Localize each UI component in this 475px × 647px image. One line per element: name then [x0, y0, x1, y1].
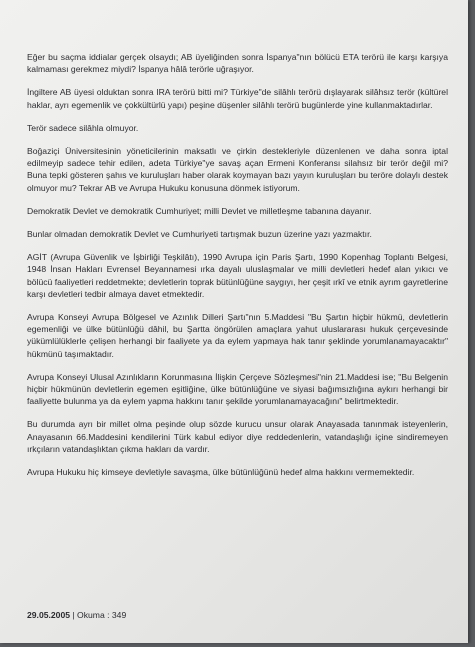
paragraph-7: AGİT (Avrupa Güvenlik ve İşbirliği Teşkilâtı), 1990 Avrupa için Paris Şartı, 1990 Kopenhag Toplantı Belgesi, 1948 İnsan Hakları Evrensel Beyannamesi ırka dayalı uluslaşmalar ve milli devletleri hedef alan yıkıcı ve bölücü faaliyetleri reddetmekte; devletlerin toprak bütünlüğüne saygıyı, her çeşit ırkî ve etnik ayrım gayretlerine karşı devletleri tedbir almaya davet etmektedir.	[27, 252, 448, 299]
paragraph-8: Avrupa Konseyi Avrupa Bölgesel ve Azınlık Dilleri Şartı"nın 5.Maddesi "Bu Şartın hiçbir hükmü, devletlerin egemenliği ve ülke bütünlüğü dâhil, bu Şartta öngörülen amaçlara yahut uluslararası hukuk çerçevesinde yükümlülüklerle çelişen herhangi bir faaliyete ya da eylem yapmaya hak tanır şeklinde yorumlanamayacaktır" hükmünü taşımaktadır.	[27, 312, 448, 359]
footer-separator: |	[70, 610, 78, 620]
paragraph-11: Avrupa Hukuku hiç kimseye devletiyle savaşma, ülke bütünlüğünü hedef alma hakkını vermemektedir.	[27, 467, 415, 478]
view-count: Okuma : 349	[77, 610, 127, 620]
paragraph-4: Boğaziçi Üniversitesinin yöneticilerinin maksatlı ve çirkin destekleriyle düzenlenen ve daha sonra iptal edilmeyip sadece tehir edilen, adeta Türkiye"ye savaş açan Ermeni Konferansı silahsız bir terör değil mi? Buna tepki gösteren şahıs ve kuruluşları haber olarak koymayan bazı yayın kuruluşları bu teröre dolaylı destek olmuyor mu? Tekrar AB ve Avrupa Hukuku konusuna dönmek istiyorum.	[27, 146, 448, 193]
paragraph-1: Eğer bu saçma iddialar gerçek olsaydı; AB üyeliğinden sonra İspanya"nın bölücü ETA terörü ile karşı karşıya kalmaması gerekmez miydi? İspanya hâlâ terörle uğraşıyor.	[27, 52, 448, 75]
paragraph-2: İngiltere AB üyesi olduktan sonra IRA terörü bitti mi? Türkiye"de silâhlı terörü dışlayarak silâhsız terör (kültürel haklar, ayrı egemenlik ve çokkültürlü yapı) peşine düşenler silâhlı terörü bugünlerde yine kullanmaktadırlar.	[27, 87, 448, 110]
paragraph-10: Bu durumda ayrı bir millet olma peşinde olup sözde kurucu unsur olarak Anayasada tanınmak isteyenlerin, Anayasanın 66.Maddesini kendilerini Türk kabul ediyor diye reddedenlerin, vatandaşlığı içine sindiremeyen ırkçıların vatandaşlıktan çıkma hakları da vardır.	[27, 419, 448, 454]
article-footer	[27, 610, 126, 620]
publish-date: 29.05.2005	[27, 610, 71, 620]
paragraph-6: Bunlar olmadan demokratik Devlet ve Cumhuriyeti tartışmak buzun üzerine yazı yazmaktır.	[27, 229, 372, 240]
paragraph-3: Terör sadece silâhla olmuyor.	[27, 122, 139, 133]
article-body	[27, 51, 448, 489]
paragraph-5: Demokratik Devlet ve demokratik Cumhuriyet; milli Devlet ve milletleşme tabanına dayanır.	[27, 205, 372, 216]
paragraph-9: Avrupa Konseyi Ulusal Azınlıkların Korunmasına İlişkin Çerçeve Sözleşmesi"nin 21.Maddesi ise; "Bu Belgenin hiçbir hükmünün devletlerin egemen eşitliğine, ülke bütünlüğüne ve siyasi bağımsızlığına aykırı herhangi bir faaliyette bulunma ya da eylem yapma hakkını tanır şekilde yorumlanamayacağını" belirtmektedir.	[27, 371, 448, 407]
